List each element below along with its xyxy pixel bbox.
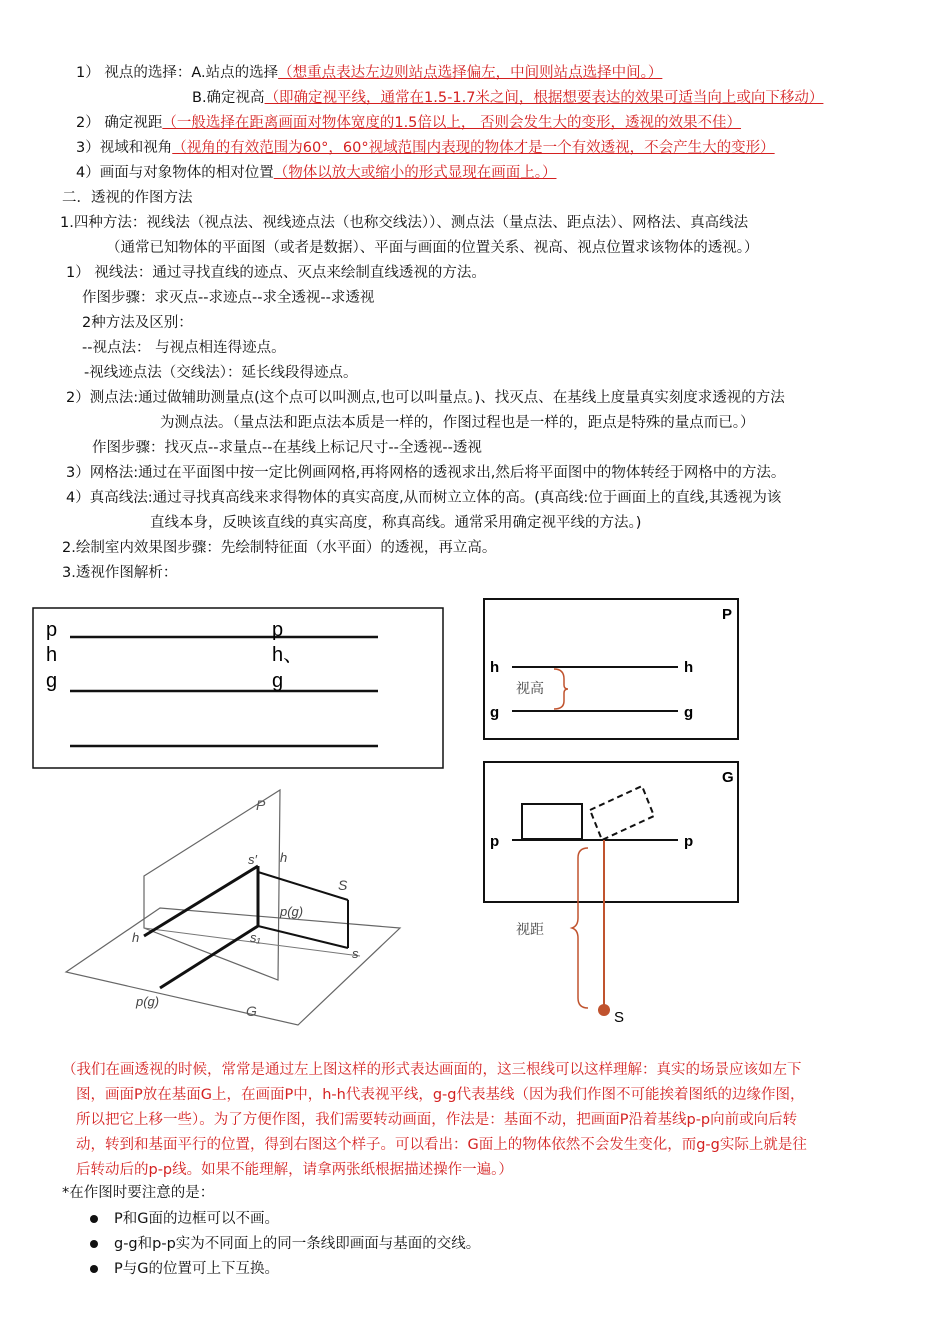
attention-title: *在作图时要注意的是： <box>62 1185 215 1201</box>
note-line-3: 所以把它上移一些）。为了方便作图，我们需要转动画面，作法是：基面不动，把画面P沿着基线p-p向前或向后转 <box>76 1112 798 1128</box>
label-station-point: 1） 视点的选择：A.站点的选择 <box>76 65 279 81</box>
analysis-title: 3.透视作图解析： <box>62 565 178 581</box>
label-p-left: p <box>46 619 58 641</box>
two-methods: 2种方法及区别： <box>82 315 193 331</box>
line-eye-height <box>192 88 823 108</box>
note-view-angle: （视角的有效范围为60°，60°视域范围内表现的物体才是一个有效透视，不会产生大的变形） <box>172 140 775 156</box>
label-S: S <box>338 877 348 893</box>
horizon-line-h <box>144 866 258 936</box>
bullet-icon <box>90 1240 98 1248</box>
fig2-frame <box>484 599 738 739</box>
trace-method: -视线迹点法（交线法）：延长线段得迹点。 <box>84 365 358 381</box>
distance-brace <box>572 848 588 1008</box>
bullet-icon <box>90 1265 98 1273</box>
section-title: 二．透视的作图方法 <box>62 190 193 206</box>
line-view-angle <box>76 138 775 158</box>
measure-point-method: 2）测点法:通过做辅助测量点(这个点可以叫测点,也可以叫量点。)、找灭点、在基线上度量真实刻度求透视的方法 <box>66 390 785 406</box>
label-g-right: g <box>272 670 284 692</box>
attention-item: P与G的位置可上下互换。 <box>90 1259 279 1279</box>
label-eye-height: B.确定视高 <box>192 90 265 106</box>
measure-point-note: 为测点法。（量点法和距点法本质是一样的，作图过程也是一样的，距点是特殊的量点而已。） <box>160 415 755 431</box>
label-eye-height: 视高 <box>516 680 544 696</box>
true-height-note: 直线本身，反映该直线的真实高度，称真高线。通常采用确定视平线的方法。) <box>150 515 642 531</box>
note-line-5: 后转动后的p-p线。如果不能理解，请拿两张纸根据描述操作一遍。） <box>76 1162 513 1178</box>
label-h-right: h <box>684 659 694 676</box>
picture-plane-P <box>144 790 280 980</box>
note-line-4: 动，转到和基面平行的位置，得到右图这个样子。可以看出：G面上的物体依然不会发生变化，而g-g实际上就是往 <box>76 1137 807 1153</box>
label-P: P <box>256 797 266 813</box>
fig-picture-plane <box>482 597 742 743</box>
station-point <box>598 1004 610 1016</box>
label-p-right: p <box>272 619 284 641</box>
methods-line: 1.四种方法：视线法（视点法、视线迹点法（也称交线法））、测点法（量点法、距点法）、网格法、真高线法 <box>60 215 749 231</box>
viewpoint-method: --视点法： 与视点相连得迹点。 <box>82 340 286 356</box>
label-distance: 视距 <box>516 921 544 937</box>
note-relative-position: （物体以放大或缩小的形式显现在画面上。） <box>273 165 557 181</box>
object-box <box>522 804 582 839</box>
sightline-method: 1） 视线法：通过寻找直线的迹点、灭点来绘制直线透视的方法。 <box>66 265 486 281</box>
note-line-2: 图，画面P放在基面G上，在画面P中，h-h代表视平线，g-g代表基线（因为我们作图不可能挨着图纸的边缘作图， <box>76 1087 805 1103</box>
line-view-distance <box>76 113 741 133</box>
label-pg-mid: p(g) <box>280 904 304 919</box>
label-h-left: h <box>490 659 500 676</box>
label-G: G <box>246 1003 257 1019</box>
note-line-1: （我们在画透视的时候，常常是通过左上图这样的形式表达画面的，这三根线可以这样理解：真实的场景应该如左下 <box>62 1062 802 1078</box>
attention-item: g-g和p-p实为不同面上的同一条线即画面与基面的交线。 <box>90 1234 480 1254</box>
label-p-left: p <box>490 833 500 850</box>
rotated-box <box>590 786 654 840</box>
label-s-prime: s′ <box>248 852 257 867</box>
label-g-left: g <box>46 670 58 692</box>
line-relative-position <box>76 163 556 183</box>
base-line-pg <box>160 926 258 988</box>
true-height-method: 4）真高线法:通过寻找真高线来求得物体的真实高度,从而树立立体的高。(真高线:位于画面上的直线,其透视为该 <box>66 490 782 506</box>
label-p-right: p <box>684 833 694 850</box>
note-eye-height: （即确定视平线，通常在1.5-1.7米之间，根据想要表达的效果可适当向上或向下移动） <box>264 90 824 106</box>
label-S: S <box>614 1009 625 1026</box>
label-s-bottom: s <box>352 946 359 961</box>
label-h-top: h <box>280 850 288 865</box>
bullet-icon <box>90 1215 98 1223</box>
eye-height-brace <box>554 669 568 709</box>
label-s1: s₁ <box>250 930 261 945</box>
label-relative-position: 4）画面与对象物体的相对位置 <box>76 165 274 181</box>
label-pg-bottom: p(g) <box>136 994 160 1009</box>
fig1-frame <box>33 608 443 768</box>
ground-plane-G <box>66 908 400 1025</box>
label-view-angle: 3）视域和视角 <box>76 140 173 156</box>
label-h-left: h <box>132 930 140 945</box>
line-viewpoint-choice <box>76 63 662 83</box>
fig-picture-lines <box>32 607 446 771</box>
label-h-right: h、 <box>272 644 304 666</box>
interior-steps: 2.绘制室内效果图步骤：先绘制特征面（水平面）的透视，再立高。 <box>62 540 497 556</box>
label-g-right: g <box>684 704 694 721</box>
attention-item: P和G面的边框可以不画。 <box>90 1209 279 1229</box>
label-P: P <box>722 606 733 623</box>
sightline-steps: 作图步骤：求灭点--求迹点--求全透视--求透视 <box>82 290 375 306</box>
methods-note: （通常已知物体的平面图（或者是数据）、平面与画面的位置关系、视高、视点位置求该物体的透视。） <box>106 240 759 256</box>
sight-line-top <box>258 872 348 900</box>
label-g-left: g <box>490 704 500 721</box>
fig-ground-plane <box>482 760 742 1030</box>
note-station-point: （想重点表达左边则站点选择偏左，中间则站点选择中间。） <box>278 65 663 81</box>
label-G: G <box>722 769 734 786</box>
measure-point-steps: 作图步骤：找灭点--求量点--在基线上标记尺寸--全透视--透视 <box>92 440 482 456</box>
fig-3d-sketch <box>60 780 420 1040</box>
label-view-distance: 2） 确定视距 <box>76 115 163 131</box>
label-h-left: h <box>46 644 58 666</box>
grid-method: 3）网格法:通过在平面图中按一定比例画网格,再将网格的透视求出,然后将平面图中的物体转经于网格中的方法。 <box>66 465 786 481</box>
explanation-note <box>62 1058 902 1183</box>
note-view-distance: （一般选择在距离画面对物体宽度的1.5倍以上， 否则会发生大的变形，透视的效果不佳） <box>162 115 742 131</box>
